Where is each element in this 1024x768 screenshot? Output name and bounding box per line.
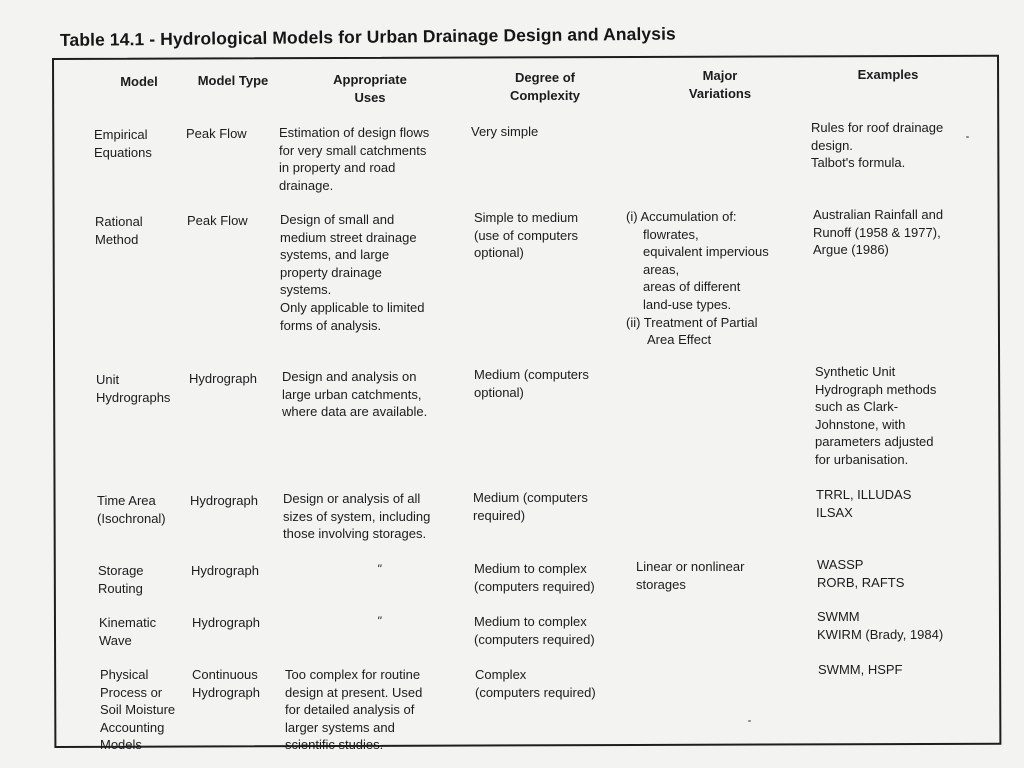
cell-line: optional) [474, 245, 524, 261]
cell-line: (Isochronal) [97, 510, 166, 526]
row2-variations [626, 208, 769, 349]
row3-model [96, 371, 170, 406]
row4-examples [816, 486, 911, 521]
cell-line: Design and analysis on [282, 369, 417, 384]
cell-line: sizes of system, including [283, 508, 431, 524]
cell-line: Rules for roof drainage [811, 120, 944, 135]
cell-line: Medium to complex [474, 561, 587, 576]
cell-line: Time Area [97, 493, 156, 508]
cell-line: Area Effect [647, 332, 712, 348]
row1-complexity [471, 123, 538, 141]
row1-examples [811, 119, 943, 172]
cell-line: Hydrograph [191, 563, 259, 578]
header-model-type [186, 72, 280, 90]
cell-line: Hydrograph methods [815, 381, 937, 397]
cell-line: KWIRM (Brady, 1984) [817, 626, 944, 642]
cell-line: Unit [96, 372, 120, 387]
header-examples [838, 66, 938, 84]
cell-line: for urbanisation. [815, 451, 909, 467]
cell-line: Accounting [100, 719, 165, 735]
cell-line: large urban catchments, [282, 386, 422, 402]
cell-line: WASSP [817, 557, 864, 572]
header-complexity-line1: Degree of [515, 70, 575, 85]
row5-examples [817, 556, 904, 591]
row4-uses [283, 490, 430, 543]
cell-line: design. [811, 137, 853, 153]
cell-line: Rational [95, 214, 143, 229]
row2-examples [813, 206, 943, 259]
row5-variations [636, 558, 744, 593]
header-complexity [490, 69, 600, 105]
row6-type [192, 614, 260, 632]
row5-type [191, 562, 259, 580]
cell-line: Hydrographs [96, 389, 171, 405]
cell-line: Synthetic Unit [815, 364, 896, 379]
cell-line: such as Clark- [815, 399, 899, 415]
cell-line: TRRL, ILLUDAS [816, 487, 912, 502]
cell-line: scientific studies. [285, 737, 384, 753]
cell-line: Peak Flow [186, 126, 247, 141]
cell-line: larger systems and [285, 719, 395, 735]
header-examples-label: Examples [857, 67, 919, 82]
cell-line: for very small catchments [279, 142, 427, 158]
cell-line: (use of computers [474, 227, 579, 243]
row2-complexity [474, 209, 578, 262]
cell-line: (ii) Treatment of Partial [626, 314, 758, 330]
header-complexity-line2: Complexity [509, 88, 581, 103]
cell-line: areas, [643, 261, 680, 277]
cell-line: SWMM, HSPF [818, 662, 903, 677]
row3-complexity [474, 366, 589, 401]
cell-line: Equations [94, 144, 152, 160]
cell-line: Process or [100, 684, 163, 700]
cell-line: Design or analysis of all [283, 491, 421, 506]
row7-complexity [475, 666, 596, 701]
cell-line: Only applicable to limited [280, 299, 425, 315]
cell-line: forms of analysis. [280, 317, 382, 333]
cell-line: Hydrograph [192, 615, 260, 630]
cell-line: Too complex for routine [285, 667, 421, 682]
cell-line: areas of different [643, 279, 741, 295]
cell-line: Kinematic [99, 615, 157, 630]
row1-type [186, 125, 247, 143]
cell-line: (computers required) [474, 631, 595, 647]
cell-line: Hydrograph [189, 371, 257, 386]
cell-line: Design of small and [280, 212, 395, 227]
row2-uses [280, 211, 425, 334]
row7-examples [818, 661, 903, 679]
cell-line: Runoff (1958 & 1977), [813, 224, 941, 240]
cell-line: Hydrograph [192, 684, 260, 700]
cell-line: Medium to complex [474, 614, 587, 629]
cell-line: Soil Moisture [100, 702, 176, 718]
table-title: Table 14.1 - Hydrological Models for Urban Drainage Design and Analysis [59, 23, 676, 50]
cell-line: Johnstone, with [815, 416, 906, 432]
header-uses-line1: Appropriate [333, 72, 407, 87]
cell-line: SWMM [817, 609, 860, 624]
cell-line: drainage. [279, 177, 334, 193]
cell-line: Physical [100, 667, 149, 682]
header-model [108, 73, 170, 91]
cell-line: Complex [475, 667, 527, 682]
cell-line: Very simple [471, 124, 539, 139]
header-variations-line2: Variations [688, 86, 752, 101]
header-major-variations [670, 67, 770, 103]
cell-line: Estimation of design flows [279, 125, 430, 140]
cell-line: Medium (computers [473, 490, 588, 505]
cell-line: (computers required) [474, 578, 595, 594]
cell-line: storages [636, 576, 686, 592]
cell-line: systems. [280, 282, 332, 298]
cell-line: Models [100, 737, 142, 753]
cell-line: Wave [99, 632, 132, 648]
scan-speck [748, 720, 751, 722]
row3-type [189, 370, 257, 388]
cell-line: RORB, RAFTS [817, 574, 905, 590]
row2-type [187, 212, 248, 230]
row3-examples [815, 363, 936, 469]
row7-type [192, 666, 260, 701]
cell-line: Simple to medium [474, 210, 579, 225]
cell-line: medium street drainage [280, 229, 417, 245]
cell-line: Storage [98, 563, 144, 578]
cell-line: optional) [474, 384, 524, 400]
row6-complexity [474, 613, 595, 648]
row7-model [100, 666, 175, 754]
header-variations-line1: Major [702, 68, 738, 83]
cell-line: equivalent impervious [643, 244, 769, 260]
cell-line: Continuous [192, 667, 258, 682]
cell-line: Routing [98, 580, 143, 596]
cell-line: property drainage [280, 264, 382, 280]
header-uses-line2: Uses [354, 90, 386, 105]
cell-line: (computers required) [475, 684, 596, 700]
cell-line: Hydrograph [190, 493, 258, 508]
cell-line: Medium (computers [474, 367, 589, 382]
cell-line: systems, and large [280, 247, 390, 263]
cell-line: ILSAX [816, 504, 853, 520]
row6-examples [817, 608, 943, 643]
cell-line: in property and road [279, 160, 396, 176]
row5-uses-ditto: " [377, 562, 382, 576]
cell-line: flowrates, [643, 226, 699, 242]
cell-line: (i) Accumulation of: [626, 209, 737, 224]
cell-line: design at present. Used [285, 684, 423, 700]
row4-type [190, 492, 258, 510]
cell-line: Talbot's formula. [811, 155, 906, 171]
row1-uses [279, 124, 429, 194]
row5-complexity [474, 560, 595, 595]
cell-line: Peak Flow [187, 213, 248, 228]
row2-model [95, 213, 143, 248]
header-model-type-label: Model Type [197, 73, 269, 88]
cell-line: land-use types. [643, 296, 732, 312]
row1-model [94, 126, 152, 161]
cell-line: Argue (1986) [813, 242, 889, 258]
header-model-label: Model [120, 74, 158, 89]
cell-line: Linear or nonlinear [636, 559, 745, 574]
cell-line: where data are available. [282, 404, 428, 420]
cell-line: Empirical [94, 127, 148, 142]
cell-line: those involving storages. [283, 526, 427, 542]
row4-model [97, 492, 166, 527]
row4-complexity [473, 489, 588, 524]
cell-line: for detailed analysis of [285, 702, 415, 718]
header-appropriate-uses [310, 71, 430, 107]
row6-uses-ditto: " [377, 614, 382, 628]
row3-uses [282, 368, 427, 421]
cell-line: parameters adjusted [815, 434, 934, 450]
row7-uses [285, 666, 422, 754]
cell-line: Australian Rainfall and [813, 207, 944, 222]
row6-model [99, 614, 156, 649]
cell-line: Method [95, 231, 139, 247]
row5-model [98, 562, 144, 597]
cell-line: required) [473, 507, 526, 523]
scan-speck [966, 136, 969, 138]
